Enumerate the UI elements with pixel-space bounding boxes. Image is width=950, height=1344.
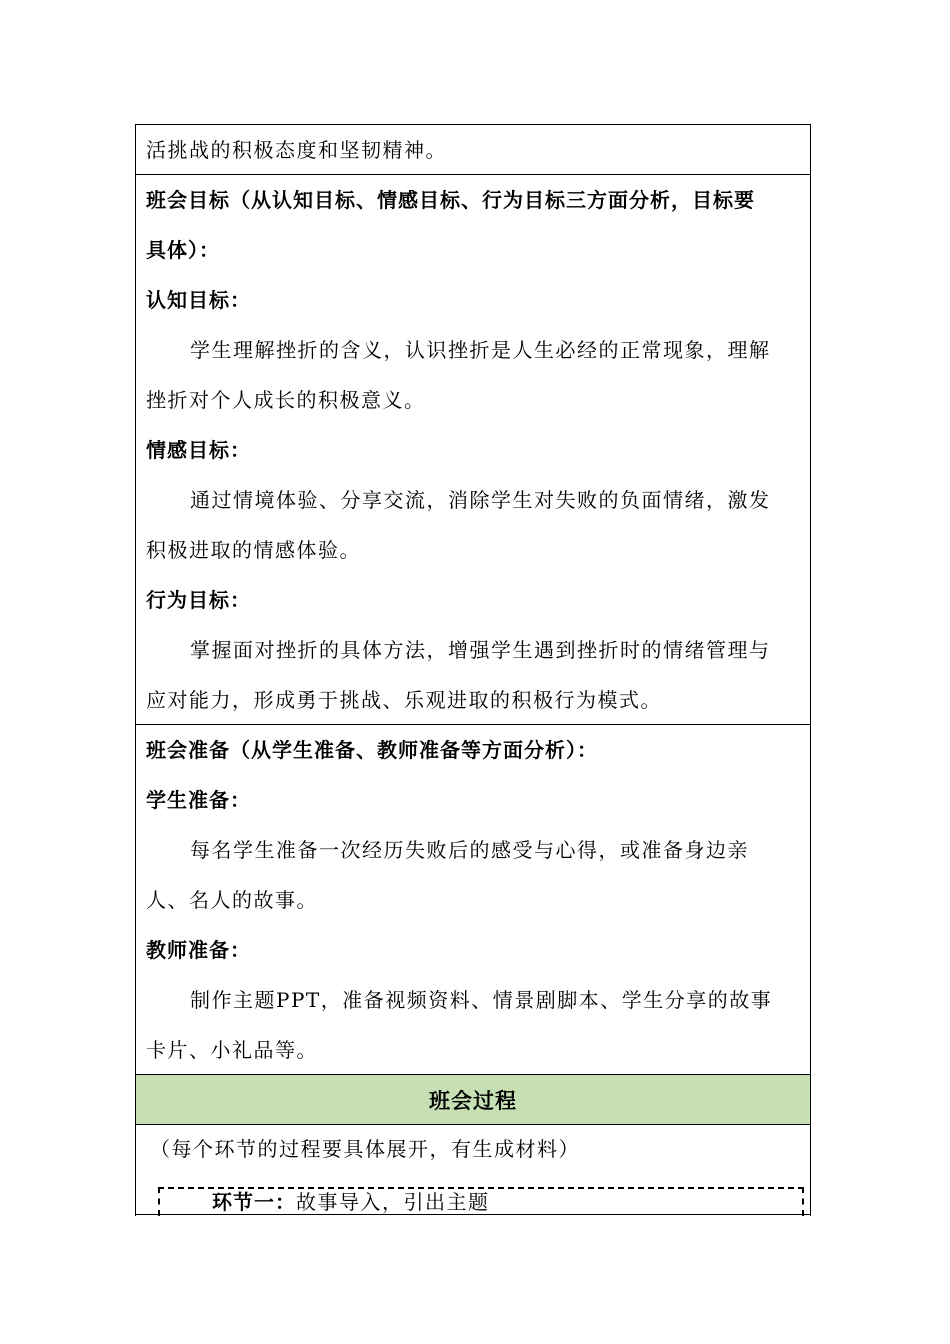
cognitive-goal-text-cont: 挫折对个人成长的积极意义。 [146, 388, 426, 412]
preparation-cell [136, 725, 810, 1075]
step-one-text: 故事导入，引出主题 [296, 1190, 490, 1214]
teacher-prep-text-cont: 卡片、小礼品等。 [146, 1038, 318, 1062]
step-one-title [212, 1189, 490, 1215]
intro-line: 活挑战的积极态度和坚韧精神。 [146, 138, 447, 162]
behavioral-goal-text: 掌握面对挫折的具体方法，增强学生遇到挫折时的情绪管理与 [190, 638, 771, 662]
goals-heading: 班会目标（从认知目标、情感目标、行为目标三方面分析，目标要 [146, 188, 755, 212]
goals-heading-cont: 具体）： [146, 238, 220, 262]
emotional-goal-text-cont: 积极进取的情感体验。 [146, 538, 361, 562]
process-cell [136, 1125, 810, 1216]
intro-cell [136, 125, 810, 175]
student-prep-title: 学生准备： [146, 788, 251, 812]
behavioral-goal-title: 行为目标： [146, 588, 251, 612]
process-note: （每个环节的过程要具体展开，有生成材料） [150, 1137, 580, 1161]
preparation-heading: 班会准备（从学生准备、教师准备等方面分析）： [146, 738, 598, 762]
goals-cell [136, 175, 810, 725]
student-prep-text: 每名学生准备一次经历失败后的感受与心得，或准备身边亲 [190, 838, 749, 862]
teacher-prep-title: 教师准备： [146, 938, 251, 962]
teacher-prep-text: 制作主题PPT，准备视频资料、情景剧脚本、学生分享的故事 [190, 988, 773, 1012]
cognitive-goal-title: 认知目标： [146, 288, 251, 312]
process-header-label: 班会过程 [429, 1088, 517, 1113]
step-one-label: 环节一： [212, 1190, 296, 1214]
table-bottom-border [135, 1214, 811, 1215]
emotional-goal-text: 通过情境体验、分享交流，消除学生对失败的负面情绪，激发 [190, 488, 771, 512]
behavioral-goal-text-cont: 应对能力，形成勇于挑战、乐观进取的积极行为模式。 [146, 688, 662, 712]
lesson-plan-table [135, 124, 811, 1216]
cognitive-goal-text: 学生理解挫折的含义，认识挫折是人生必经的正常现象，理解 [190, 338, 771, 362]
student-prep-text-cont: 人、名人的故事。 [146, 888, 318, 912]
process-header [136, 1075, 810, 1125]
emotional-goal-title: 情感目标： [146, 438, 251, 462]
